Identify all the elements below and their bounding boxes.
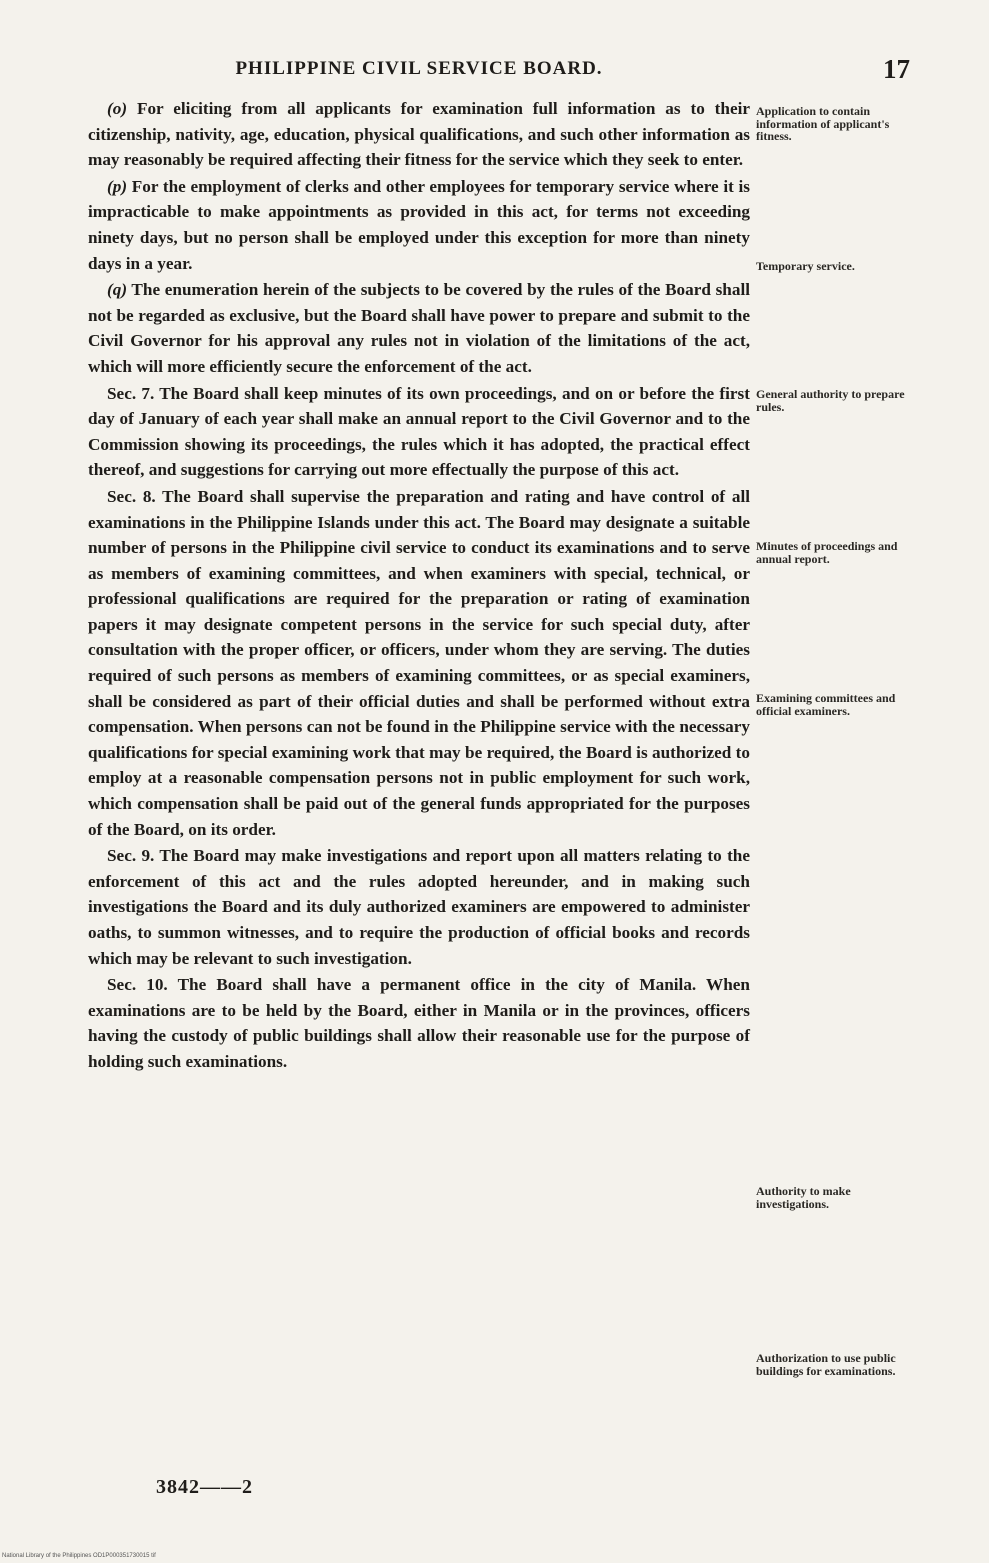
side-note-examining-committees: Examining committees and official examiners. — [756, 691, 896, 718]
paragraph-label: (q) — [107, 280, 128, 300]
paragraph-p — [88, 174, 750, 276]
paragraph-text: For the employment of clerks and other employees for temporary service where it is impracticable to make appointments as provided in this act, for terms not exceeding ninety days, but no person shall be employed under this exception for more than ninety days in a year. — [88, 176, 750, 273]
running-head — [88, 54, 920, 88]
section-7 — [88, 381, 750, 483]
side-note-application: Application to contain information of applicant's fitness. — [756, 104, 890, 143]
section-label: Sec. 10. — [107, 975, 168, 995]
paragraph-label: (o) — [107, 99, 128, 118]
scan-credit: National Library of the Philippines OD1P000351730015 tif — [2, 1553, 156, 1559]
paragraph-text: The Board shall supervise the preparation and rating and have control of all examinations in the Philippine Islands under this act. The Board may designate a suitable number of persons in the Philippine civil service to conduct its examinations and to serve as members of examining committees, and when examiners with special, technical, or professional qualifications are required for the preparation or rating of examination papers it may designate competent persons in the service for such special duty, after consultation with the proper officer, or officers, under whom they are serving. The duties required of such persons as members of examining committees, or as special examiners, shall be considered as part of their official duties and shall be performed without extra compensation. When persons can not be found in the Philippine service with the necessary qualifications for special examining work that may be required, the Board is authorized to employ at a reasonable compensation persons not in public employment for such work, which compensation shall be paid out of the general funds appropriated for the purposes of the Board, on its order. — [88, 486, 750, 839]
paragraph-q — [88, 277, 750, 379]
side-note-general-authority: General authority to prepare rules. — [756, 387, 905, 414]
paragraph-o — [88, 96, 750, 173]
side-note-investigations: Authority to make investigations. — [756, 1184, 851, 1211]
paragraph-label: (p) — [107, 176, 128, 196]
section-8 — [88, 484, 750, 842]
section-label: Sec. 8. — [107, 486, 156, 506]
section-9 — [88, 843, 750, 971]
paragraph-text: The enumeration herein of the subjects to be covered by the rules of the Board shall not be regarded as exclusive, but the Board shall have power to prepare and submit to the Civil Governor for his approval any rules not in violation of the limitations of the act, which will more efficiently secure the enforcement of the act. — [88, 280, 750, 376]
section-10 — [88, 972, 750, 1074]
paragraph-text: The Board shall keep minutes of its own proceedings, and on or before the first day of January of each year shall make an annual report to the Civil Governor and to the Commission showing its proceedings, the rules which it has adopted, the practical effect thereof, and suggestions for carrying out more effectually the purpose of this act. — [88, 383, 750, 480]
signature-mark: 3842——2 — [156, 1476, 253, 1498]
paragraph-text: The Board shall have a permanent office in the city of Manila. When examinations are to be held by the Board, either in Manila or in the provinces, officers having the custody of public buildings shall allow their reasonable use for the purpose of holding such examinations. — [88, 975, 750, 1071]
body-column — [88, 96, 750, 1076]
side-note-temporary-service: Temporary service. — [756, 259, 855, 273]
section-label: Sec. 7. — [107, 383, 155, 403]
paragraph-text: For eliciting from all applicants for examination full information as to their citizenship, nativity, age, education, physical qualifications, and such other information as may reasonably be required affecting their fitness for the service which they seek to enter. — [88, 99, 750, 170]
page-number: 17 — [883, 54, 910, 84]
paragraph-text: The Board may make investigations and report upon all matters relating to the enforcement of this act and the rules adopted hereunder, and in making such investigations the Board and its duly authorized examiners are empowered to administer oaths, to summon witnesses, and to require the production of official books and records which may be relevant to such investigation. — [88, 846, 750, 968]
section-label: Sec. 9. — [107, 846, 155, 866]
side-note-public-buildings: Authorization to use public buildings for examinations. — [756, 1351, 896, 1378]
side-note-minutes: Minutes of proceedings and annual report. — [756, 539, 898, 566]
running-title: PHILIPPINE CIVIL SERVICE BOARD. — [235, 58, 603, 79]
